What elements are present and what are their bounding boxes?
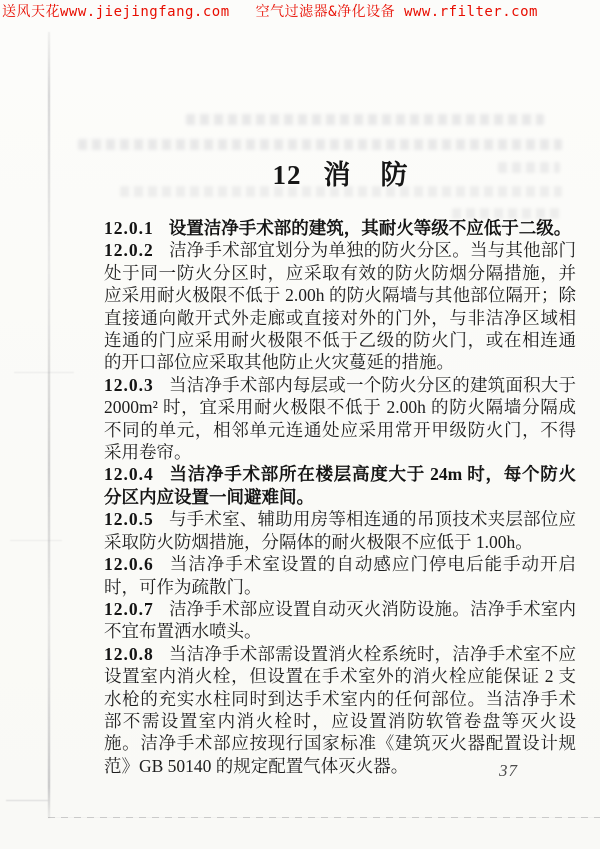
scan-artifact — [10, 540, 62, 541]
section-paragraph — [104, 598, 576, 643]
chapter-title — [104, 158, 576, 192]
section-text: 当洁净手术室设置的自动感应门停电后能手动开启时，可作为疏散门。 — [104, 554, 576, 597]
section-text: 与手术室、辅助用房等相连通的吊顶技术夹层部位应采取防火防烟措施，分隔体的耐火极限不应低于 1.00h。 — [104, 509, 576, 552]
watermark-header — [2, 1, 538, 21]
bleed-through-text — [78, 139, 562, 150]
bleed-through-text — [186, 114, 544, 125]
section-number: 12.0.5 — [104, 509, 154, 530]
section-text: 当洁净手术部需设置消火栓系统时，洁净手术室不应设置室内消火栓，但设置在手术室外的消火栓应能保证 2 支水枪的充实水柱同时到达手术室内的任何部位。当洁净手术部不需设置室内消火栓时，应设置消防软管卷盘等灭火设施。洁净手术部应按现行国家标准《建筑灭火器配置设计规范》GB 50140 的规定配置气体灭火器。 — [104, 643, 576, 776]
sections-container — [104, 217, 576, 777]
section-paragraph — [104, 217, 576, 239]
scan-artifact — [6, 800, 48, 801]
scan-artifact — [14, 372, 74, 373]
section-text: 洁净手术部宜划分为单独的防火分区。当与其他部门处于同一防火分区时，应采取有效的防火防烟分隔措施，并应采用耐火极限不低于 2.00h 的防火隔墙与其他部位隔开；除直接通向敞开式外走廊或直接对外的门外，与非洁净区域相连通的门应采用耐火极限不低于乙级的防火门，或在相连通的开口部位应采取其他防止火灾蔓延的措施。 — [104, 240, 576, 373]
chapter-number: 12 — [272, 160, 302, 190]
section-paragraph — [104, 508, 576, 553]
section-number: 12.0.2 — [104, 240, 154, 261]
section-paragraph — [104, 643, 576, 777]
scan-page-edge-line — [48, 32, 50, 818]
section-paragraph — [104, 239, 576, 373]
watermark-left-url: 送风天花www.jiejingfang.com — [2, 4, 230, 20]
section-paragraph — [104, 553, 576, 598]
watermark-right-url: 空气过滤器&净化设备 www.rfilter.com — [255, 4, 538, 20]
section-text: 设置洁净手术部的建筑，其耐火等级不应低于二级。 — [168, 218, 572, 238]
section-text: 洁净手术部应设置自动灭火消防设施。洁净手术室内不宜布置洒水喷头。 — [104, 598, 576, 642]
page-number: 37 — [499, 761, 518, 780]
section-paragraph — [104, 463, 576, 508]
section-number: 12.0.4 — [104, 464, 154, 485]
section-text: 当洁净手术部内每层或一个防火分区的建筑面积大于 2000m² 时，宜采用耐火极限不低于 2.00h 的防火隔墙分隔成不同的单元，相邻单元连通处应采用常开甲级防火门，不得采用卷帘。 — [104, 374, 576, 463]
section-number: 12.0.8 — [104, 643, 154, 664]
section-number: 12.0.3 — [104, 374, 154, 395]
scan-page-bottom-edge — [48, 817, 600, 818]
section-text: 当洁净手术部所在楼层高度大于 24m 时，每个防火分区内应设置一间避难间。 — [104, 464, 576, 507]
chapter-title-char-2: 防 — [380, 160, 408, 190]
section-number: 12.0.6 — [104, 554, 154, 575]
section-paragraph — [104, 374, 576, 464]
section-number: 12.0.7 — [104, 598, 154, 619]
section-number: 12.0.1 — [104, 218, 154, 238]
chapter-title-char-1: 消 — [323, 160, 351, 190]
